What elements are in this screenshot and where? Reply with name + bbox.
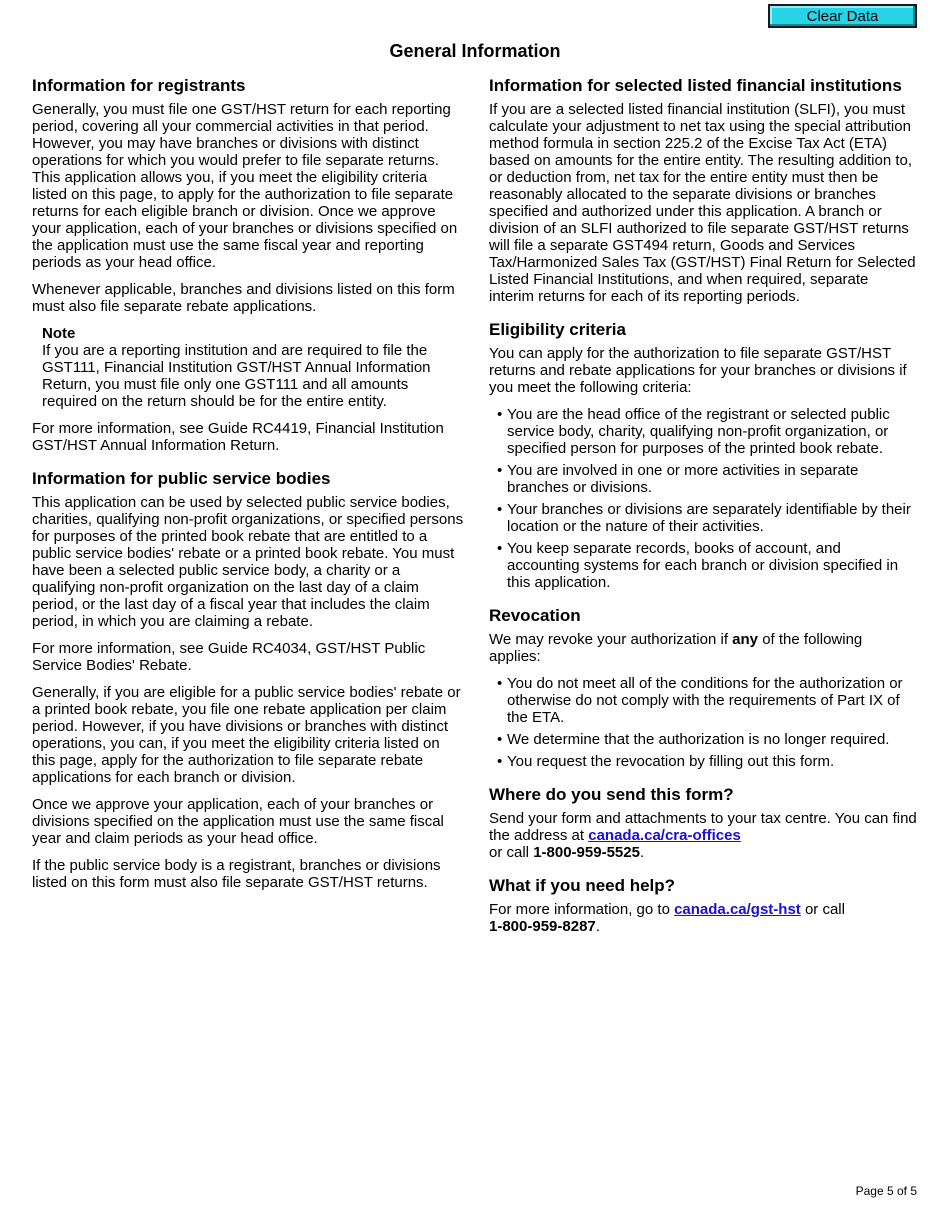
cra-offices-link[interactable]: canada.ca/cra-offices: [588, 827, 741, 844]
note-title: Note: [42, 325, 76, 342]
psb-paragraph-2: For more information, see Guide RC4034, GST/HST Public Service Bodies' Rebate.: [32, 640, 426, 674]
registrants-heading: Information for registrants: [32, 76, 246, 95]
eligibility-heading: Eligibility criteria: [489, 320, 626, 339]
psb-section: [32, 468, 464, 891]
where-text: [489, 810, 917, 861]
revocation-intro-post: of the following applies:: [489, 631, 863, 665]
list-item: • We determine that the authorization is no longer required.: [489, 731, 917, 748]
revocation-intro-pre: We may revoke your authorization if: [489, 631, 733, 648]
eligibility-intro: You can apply for the authorization to file separate GST/HST returns and rebate applications for your branches or divisions if you meet the following criteria:: [489, 345, 907, 396]
page-title: General Information: [389, 41, 561, 61]
revocation-intro-bold: any: [732, 631, 759, 648]
psb-paragraph-4: Once we approve your application, each of your branches or divisions specified on the application must use the same fiscal year and claim periods as your head office.: [32, 796, 444, 847]
note-text: If you are a reporting institution and are required to file the GST111, Financial Institution GST/HST Annual Information Return, you must file only one GST111 and all amounts required on the return should be for the entire entity.: [42, 342, 431, 410]
where-text-post: .: [639, 844, 645, 861]
left-column: [32, 75, 464, 905]
revocation-intro: [489, 631, 917, 665]
note-box: [42, 325, 464, 410]
psb-paragraph-3: Generally, if you are eligible for a public service bodies' rebate or a printed book rebate, you file one rebate application per claim period. However, if you have divisions or branches with distinct operations, you can, if you meet the eligibility criteria listed on this page, apply for the authorization to file separate rebate applications for each branch or division.: [32, 684, 461, 786]
slfi-paragraph: If you are a selected listed financial institution (SLFI), you must calculate your adjustment to net tax using the special attribution method formula in section 225.2 of the Excise Tax Act (ETA) based on amounts for the entire entity. The resulting addition to, or deduction from, net tax for the entire entity must then be reasonably allocated to the separate divisions or branches specified and authorized under this application. A branch or division of an SLFI authorized to file separate GST/HST returns will file a separate GST494 return, Goods and Services Tax/Harmonized Sales Tax (GST/HST) Final Return for Selected Listed Financial Institutions, and when required, separate interim returns for each of its reporting periods.: [489, 101, 916, 305]
where-text-mid: or call: [489, 844, 534, 861]
list-item: • You are the head office of the registrant or selected public service body, charity, qualifying non-profit organization, or specified person for purposes of the printed book rebate.: [489, 406, 917, 457]
help-text-mid: or call: [800, 901, 845, 918]
revocation-heading: Revocation: [489, 606, 581, 625]
eligibility-section: [489, 319, 917, 591]
right-column: [489, 75, 917, 949]
revocation-list: [489, 675, 917, 770]
help-text-pre: For more information, go to: [489, 901, 675, 918]
list-item: • You keep separate records, books of account, and accounting systems for each branch or division specified in this application.: [489, 540, 917, 591]
registrants-section: [32, 75, 464, 454]
list-item: • You do not meet all of the conditions for the authorization or otherwise do not comply with the requirements of Part IX of the ETA.: [489, 675, 917, 726]
help-phone: 1-800-959-8287: [489, 918, 596, 935]
list-item: • You are involved in one or more activities in separate branches or divisions.: [489, 462, 917, 496]
where-phone: 1-800-959-5525: [533, 844, 640, 861]
eligibility-list: [489, 406, 917, 591]
slfi-section: [489, 75, 917, 305]
revocation-section: [489, 605, 917, 770]
help-heading: What if you need help?: [489, 876, 676, 895]
list-item: • Your branches or divisions are separately identifiable by their location or the nature of their activities.: [489, 501, 917, 535]
where-heading: Where do you send this form?: [489, 785, 734, 804]
help-section: [489, 875, 917, 935]
list-item: • You request the revocation by filling out this form.: [489, 753, 917, 770]
help-text-post: .: [595, 918, 600, 935]
psb-paragraph-1: This application can be used by selected public service bodies, charities, qualifying non-profit organizations, or specified persons for purposes of the printed book rebate that are entitled to a public service bodies' rebate or a printed book rebate. You must have been a selected public service body, a charity or a qualifying non-profit organization on the last day of a claim period, or the last day of a fiscal year that includes the claim period, in which you are claiming a rebate.: [32, 494, 464, 630]
where-section: [489, 784, 917, 861]
help-text: [489, 901, 917, 935]
registrants-paragraph-2: Whenever applicable, branches and divisions listed on this form must also file separate rebate applications.: [32, 281, 455, 315]
where-text-pre: Send your form and attachments to your tax centre. You can find the address at: [489, 810, 917, 844]
gst-hst-link[interactable]: canada.ca/gst-hst: [674, 901, 801, 918]
slfi-heading: Information for selected listed financial institutions: [489, 76, 902, 95]
registrants-paragraph-1: Generally, you must file one GST/HST return for each reporting period, covering all your commercial activities in that period. However, you may have branches or divisions with distinct operations for which you would prefer to file separate returns. This application allows you, if you meet the eligibility criteria listed on this page, to apply for the authorization to file separate returns for each eligible branch or division. Once we approve your application, each of your branches or divisions specified on the application must use the same fiscal year and reporting periods as your head office.: [32, 101, 458, 271]
psb-paragraph-5: If the public service body is a registrant, branches or divisions listed on this form must also file separate GST/HST returns.: [32, 857, 441, 891]
page-number: Page 5 of 5: [855, 1184, 917, 1198]
registrants-paragraph-3: For more information, see Guide RC4419, Financial Institution GST/HST Annual Information Return.: [32, 420, 444, 454]
clear-data-button[interactable]: Clear Data: [768, 4, 917, 28]
psb-heading: Information for public service bodies: [32, 469, 331, 488]
